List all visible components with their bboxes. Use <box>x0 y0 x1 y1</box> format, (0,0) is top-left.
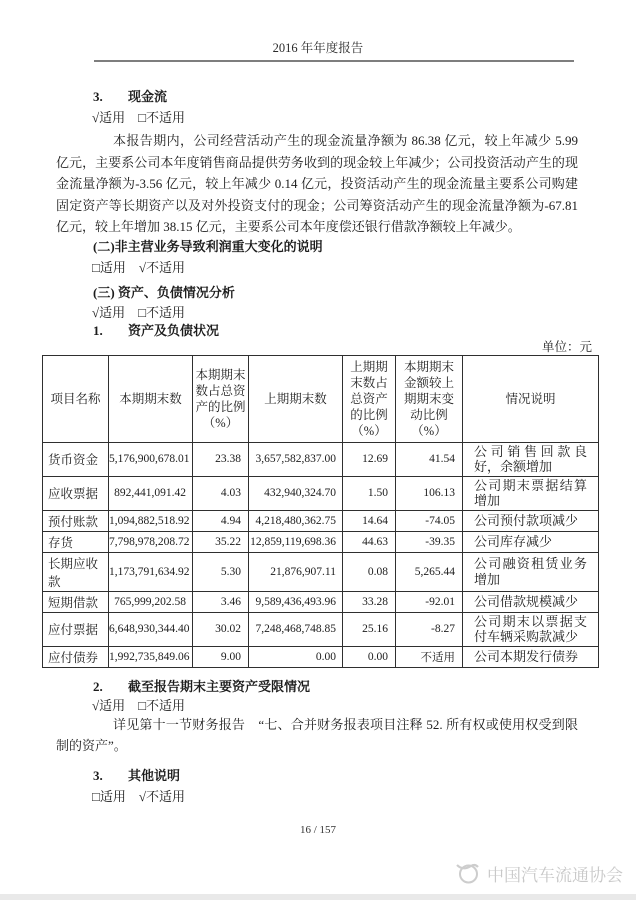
cash-flow-paragraph: 本报告期内，公司经营活动产生的现金流量净额为 86.38 亿元，较上年减少 5.99 亿元，主要系公司本年度销售商品提供劳务收到的现金较上年减少；公司投资活动产生的现金流量净额为-3.56 亿元，较上年减少 0.14 亿元，投资活动产生的现金流量主要系公司购建固定资产等长期资产以及对外投资支付的现金；公司筹资活动产生的现金流量净额为-67.81 亿元，较上年增加 38.15 亿元，主要系公司本年度偿还银行借款净额较上年减少。 <box>56 133 578 234</box>
cell-note: 公司融资租赁业务增加 <box>463 552 599 591</box>
cell-note: 公司借款规模减少 <box>463 591 599 612</box>
col-header-prior-pct: 上期期末数占总资产的比例（%） <box>343 355 396 442</box>
table-row <box>43 612 599 646</box>
cell-prior-pct: 25.16 <box>343 612 396 646</box>
section-number: 1. <box>93 322 103 338</box>
cell-current-amount: 1,992,735,849.06 <box>109 646 193 667</box>
cell-change-pct: -8.27 <box>396 612 463 646</box>
cell-item-name: 存货 <box>43 531 109 552</box>
cell-current-amount: 6,648,930,344.40 <box>109 612 193 646</box>
cell-change-pct: -92.01 <box>396 591 463 612</box>
cell-current-amount: 892,441,091.42 <box>109 476 193 510</box>
cell-current-pct: 23.38 <box>193 442 249 476</box>
col-header-current-pct: 本期期末数占总资产的比例（%） <box>193 355 249 442</box>
cell-prior-pct: 12.69 <box>343 442 396 476</box>
cell-prior-pct: 0.00 <box>343 646 396 667</box>
cell-current-pct: 4.94 <box>193 510 249 531</box>
cell-change-pct: -74.05 <box>396 510 463 531</box>
cell-note: 公司库存减少 <box>463 531 599 552</box>
page-number: 16 / 157 <box>299 824 337 836</box>
applicability-marks: □适用 √不适用 <box>92 788 185 804</box>
cell-current-pct: 35.22 <box>193 531 249 552</box>
cell-item-name: 预付账款 <box>43 510 109 531</box>
cell-note: 公司本期发行债券 <box>463 646 599 667</box>
asset-liability-table <box>42 355 599 668</box>
section-asset-liability-heading: (三) 资产、负债情况分析 <box>93 284 235 300</box>
cell-change-pct: -39.35 <box>396 531 463 552</box>
cell-item-name: 应付债券 <box>43 646 109 667</box>
report-header-title: 2016 年年度报告 <box>272 41 364 55</box>
section-non-operating-heading: (二)非主营业务导致利润重大变化的说明 <box>93 238 323 254</box>
cell-item-name: 货币资金 <box>43 442 109 476</box>
cell-prior-amount: 9,589,436,493.96 <box>249 591 343 612</box>
cell-prior-pct: 14.64 <box>343 510 396 531</box>
cell-item-name: 长期应收款 <box>43 552 109 591</box>
page-content <box>48 88 592 805</box>
cell-note: 公司销售回款良好，余额增加 <box>463 442 599 476</box>
section-restricted-assets-heading <box>56 678 578 695</box>
cell-prior-amount: 3,657,582,837.00 <box>249 442 343 476</box>
cell-current-pct: 30.02 <box>193 612 249 646</box>
cell-current-pct: 9.00 <box>193 646 249 667</box>
cell-current-amount: 7,798,978,208.72 <box>109 531 193 552</box>
cell-prior-pct: 33.28 <box>343 591 396 612</box>
cell-current-pct: 4.03 <box>193 476 249 510</box>
section-number: 3. <box>93 767 103 783</box>
cell-item-name: 应付票据 <box>43 612 109 646</box>
col-header-item-name: 项目名称 <box>43 355 109 442</box>
table-row <box>43 531 599 552</box>
cell-prior-amount: 432,940,324.70 <box>249 476 343 510</box>
cell-item-name: 应收票据 <box>43 476 109 510</box>
cada-logo-icon <box>455 860 481 886</box>
section-title: 截至报告期末主要资产受限情况 <box>128 678 311 694</box>
table-row <box>43 476 599 510</box>
cell-prior-pct: 1.50 <box>343 476 396 510</box>
cell-current-amount: 1,094,882,518.92 <box>109 510 193 531</box>
cell-prior-amount: 7,248,468,748.85 <box>249 612 343 646</box>
cell-current-pct: 5.30 <box>193 552 249 591</box>
table-row <box>43 510 599 531</box>
cell-prior-amount: 21,876,907.11 <box>249 552 343 591</box>
cell-note: 公司期末以票据支付车辆采购款减少 <box>463 612 599 646</box>
section-title: 现金流 <box>128 89 168 104</box>
col-header-current-amount: 本期期末数 <box>109 355 193 442</box>
cell-change-pct: 106.13 <box>396 476 463 510</box>
cell-current-amount: 765,999,202.58 <box>109 591 193 612</box>
footer-brand-text: 中国汽车流通协会 <box>487 865 623 885</box>
section-number: 2. <box>93 678 103 694</box>
table-header-row <box>43 355 599 442</box>
table-row <box>43 552 599 591</box>
cell-change-pct: 5,265.44 <box>396 552 463 591</box>
footer-brand <box>455 860 623 886</box>
table-row <box>43 442 599 476</box>
unit-label: 单位：元 <box>541 339 592 354</box>
header-rule <box>94 60 574 62</box>
applicability-marks: √适用 □不适用 <box>92 304 185 320</box>
cell-prior-amount: 4,218,480,362.75 <box>249 510 343 531</box>
section-cash-flow-heading <box>56 88 578 105</box>
col-header-change-pct: 本期期末金额较上期期末变动比例（%） <box>396 355 463 442</box>
applicability-marks: √适用 □不适用 <box>92 697 185 713</box>
applicability-marks: □适用 √不适用 <box>92 259 185 275</box>
section-number: 3. <box>93 89 103 104</box>
cell-prior-amount: 12,859,119,698.36 <box>249 531 343 552</box>
applicability-marks: √适用 □不适用 <box>92 110 185 125</box>
cell-prior-pct: 0.08 <box>343 552 396 591</box>
table-row <box>43 646 599 667</box>
table-row <box>43 591 599 612</box>
cell-prior-pct: 44.63 <box>343 531 396 552</box>
section-asset-status-heading <box>56 322 578 339</box>
cell-item-name: 短期借款 <box>43 591 109 612</box>
section-title: 资产及负债状况 <box>128 322 220 338</box>
col-header-note: 情况说明 <box>463 355 599 442</box>
cell-note: 公司期末票据结算增加 <box>463 476 599 510</box>
section-other-notes-heading <box>56 767 578 784</box>
cell-change-pct: 不适用 <box>396 646 463 667</box>
cell-change-pct: 41.54 <box>396 442 463 476</box>
cell-current-pct: 3.46 <box>193 591 249 612</box>
cell-note: 公司预付款项减少 <box>463 510 599 531</box>
cell-current-amount: 5,176,900,678.01 <box>109 442 193 476</box>
section-title: 其他说明 <box>128 767 181 783</box>
col-header-prior-amount: 上期期末数 <box>249 355 343 442</box>
restricted-assets-paragraph: 详见第十一节财务报告 “七、合并财务报表项目注释 52. 所有权或使用权受到限制的资产”。 <box>56 716 578 753</box>
cell-prior-amount: 0.00 <box>249 646 343 667</box>
bottom-strip <box>0 894 636 900</box>
cell-current-amount: 1,173,791,634.92 <box>109 552 193 591</box>
